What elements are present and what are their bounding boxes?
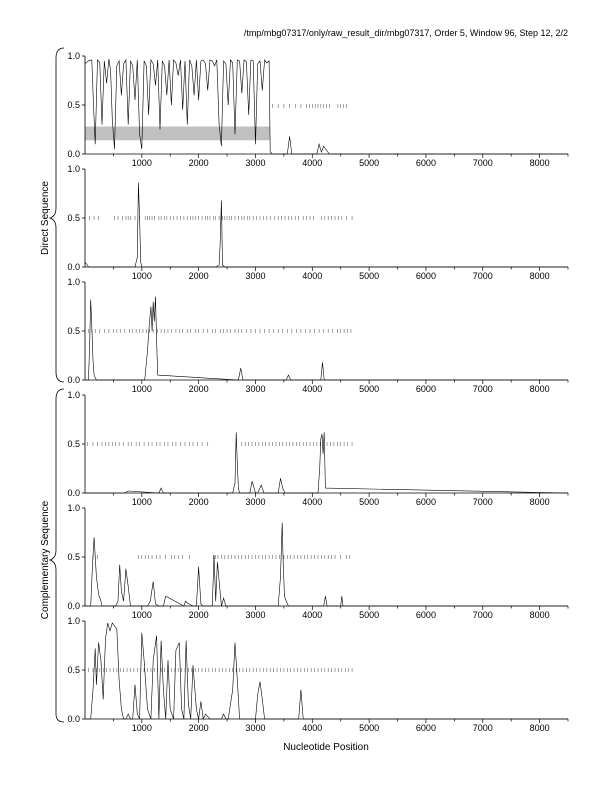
panel-1 [67,51,568,168]
y-tick-label: 1.0 [67,616,80,626]
x-tick-label: 8000 [529,271,550,281]
x-tick-label: 8000 [529,497,550,507]
x-tick-label: 2000 [188,158,209,168]
x-tick-label: 3000 [245,497,266,507]
y-tick-label: 1.0 [67,503,80,513]
x-tick-label: 8000 [529,158,550,168]
x-tick-label: 8000 [529,384,550,394]
y-tick-label: 1.0 [67,390,80,400]
direct-sequence-label: Direct Sequence [40,181,51,255]
x-tick-label: 1000 [131,384,152,394]
x-tick-label: 4000 [302,158,323,168]
x-tick-label: 7000 [472,610,493,620]
x-tick-label: 6000 [415,271,436,281]
x-tick-label: 5000 [359,158,380,168]
x-tick-label: 6000 [415,384,436,394]
x-tick-label: 4000 [302,384,323,394]
complementary-sequence-label: Complementary Sequence [40,500,51,620]
complementary-sequence-brace [50,389,64,722]
x-tick-label: 4000 [302,723,323,733]
x-tick-label: 4000 [302,497,323,507]
x-tick-label: 2000 [188,723,209,733]
y-tick-label: 1.0 [67,164,80,174]
panel-5 [67,503,568,620]
x-tick-label: 3000 [245,384,266,394]
direct-sequence-brace [50,48,64,382]
x-tick-label: 6000 [415,497,436,507]
x-tick-label: 5000 [359,610,380,620]
panel-3 [67,277,568,394]
x-tick-label: 2000 [188,271,209,281]
x-tick-label: 2000 [188,497,209,507]
panel-6 [67,616,568,733]
series-line [85,523,568,606]
panel-2 [67,164,568,281]
y-tick-label: 0.0 [67,262,80,272]
y-tick-label: 0.0 [67,714,80,724]
x-tick-label: 2000 [188,384,209,394]
x-tick-label: 7000 [472,723,493,733]
y-tick-label: 0.5 [67,100,80,110]
x-tick-label: 1000 [131,610,152,620]
x-tick-label: 8000 [529,723,550,733]
series-line [85,297,568,380]
x-tick-label: 5000 [359,271,380,281]
x-tick-label: 1000 [131,723,152,733]
y-tick-label: 0.5 [67,213,80,223]
y-tick-label: 1.0 [67,277,80,287]
y-tick-label: 0.5 [67,439,80,449]
x-tick-label: 7000 [472,384,493,394]
x-tick-label: 5000 [359,384,380,394]
x-tick-label: 5000 [359,723,380,733]
x-tick-label: 6000 [415,723,436,733]
x-tick-label: 7000 [472,271,493,281]
header-caption: /tmp/mbg07317/only/raw_result_dir/mbg07317, Order 5, Window 96, Step 12, 2/2 [243,28,568,38]
x-tick-label: 1000 [131,497,152,507]
x-tick-label: 1000 [131,158,152,168]
x-tick-label: 3000 [245,158,266,168]
y-tick-label: 0.0 [67,488,80,498]
series-line [85,432,568,493]
x-tick-label: 2000 [188,610,209,620]
series-line [85,183,568,267]
panel-4 [67,390,568,507]
x-tick-label: 4000 [302,610,323,620]
y-tick-label: 0.0 [67,149,80,159]
y-tick-label: 0.5 [67,326,80,336]
x-tick-label: 1000 [131,271,152,281]
y-tick-label: 0.0 [67,375,80,385]
x-tick-label: 3000 [245,271,266,281]
panels [67,51,568,733]
y-tick-label: 0.0 [67,601,80,611]
x-tick-label: 3000 [245,610,266,620]
x-tick-label: 5000 [359,497,380,507]
y-tick-label: 0.5 [67,552,80,562]
x-axis-label: Nucleotide Position [283,742,369,753]
x-tick-label: 6000 [415,610,436,620]
x-tick-label: 3000 [245,723,266,733]
x-tick-label: 7000 [472,158,493,168]
x-tick-label: 6000 [415,158,436,168]
x-tick-label: 8000 [529,610,550,620]
y-tick-label: 1.0 [67,51,80,61]
series-line [85,623,568,719]
x-tick-label: 7000 [472,497,493,507]
y-tick-label: 0.5 [67,665,80,675]
x-tick-label: 4000 [302,271,323,281]
